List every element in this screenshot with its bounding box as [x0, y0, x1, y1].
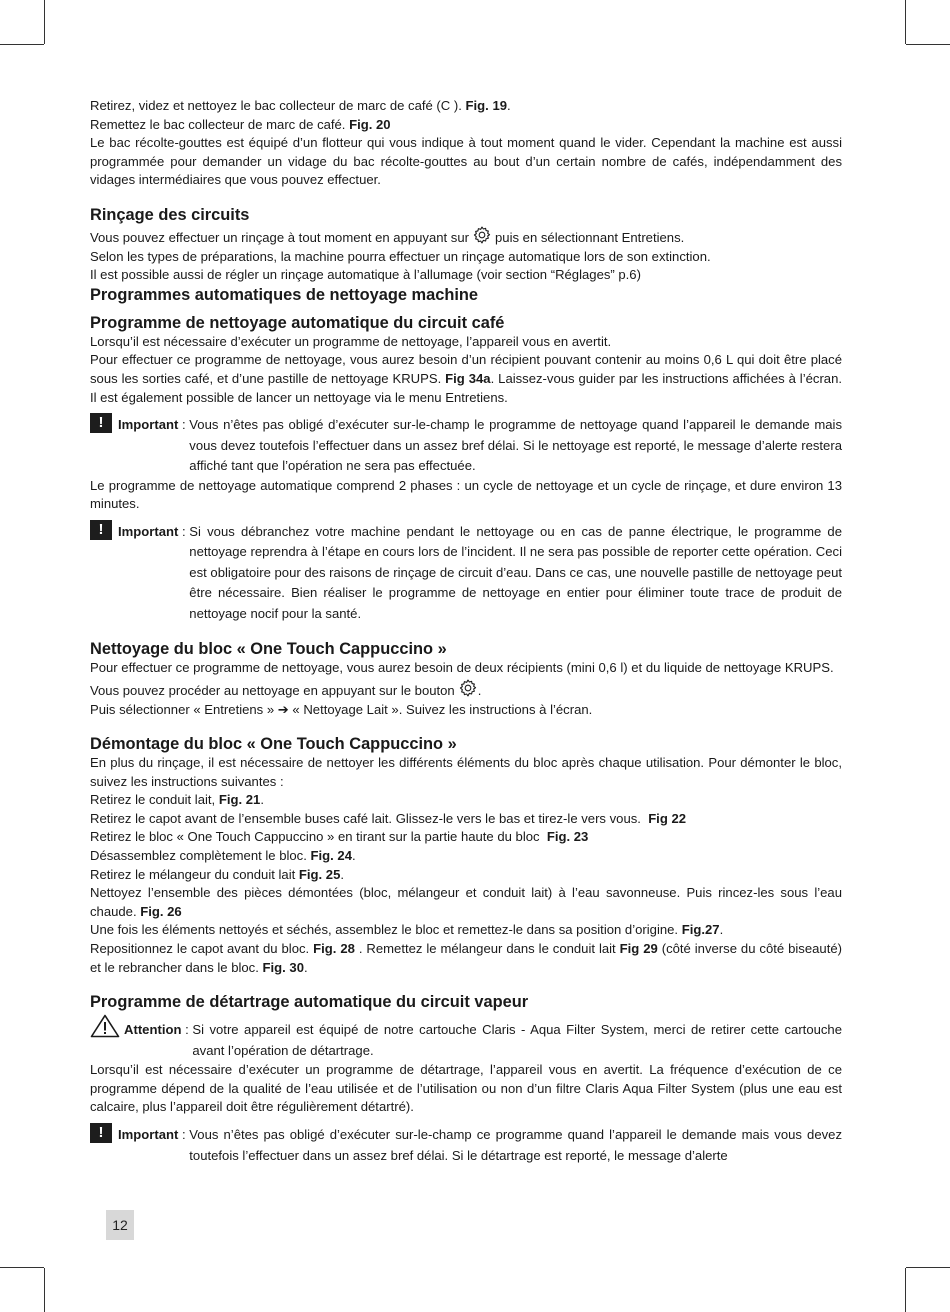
crop-mark — [906, 1267, 950, 1268]
note-text: Vous n’êtes pas obligé d’exécuter sur-le-champ ce programme quand l’appareil le demande mais vous devez toutefois l’effectuer dans un assez bref délai. Si le détartrage est reporté, le message d’alerte — [189, 1127, 842, 1163]
note-text: Si vous débranchez votre machine pendant le nettoyage ou en cas de panne électrique, le programme de nettoyage reprendra à l’étape en cours lors de l’incident. Il ne sera pas possible de reporter cette opération. Ceci est obligatoire pour des raisons de rinçage de circuit d’eau. Dans ce cas, une nouvelle pastille de nettoyage peut être nécessaire. Bien réaliser le programme de nettoyage en entier pour éliminer toute trace de produit de nettoyage nocif pour la santé. — [189, 523, 842, 621]
important-note: ! Important : Vous n’êtes pas obligé d’exécuter sur-le-champ le programme de nettoyage quand l’appareil le demande mais vous devez toutefois l’effectuer dans un assez bref délai. Si le nettoyage est reporté, le message d’alerte restera affiché tant que l’opération ne sera pas effectuée. — [90, 415, 842, 477]
crop-mark — [906, 44, 950, 45]
crop-mark — [0, 44, 44, 45]
paragraph: Pour effectuer ce programme de nettoyage, vous aurez besoin d’un récipient pouvant contenir au moins 0,6 L qui doit être placé sous les sorties café, et d’une pastille de nettoyage KRUPS. Fig 34a. Laissez-vous guider par les instructions affichées à l’écran. Il est également possible de lancer un nettoyage via le menu Entretiens. — [90, 352, 843, 405]
gear-icon — [458, 678, 478, 698]
section-title-detartrage: Programme de détartrage automatique du circuit vapeur — [90, 993, 529, 1012]
gear-icon — [472, 225, 492, 245]
step-line: Retirez le mélangeur du conduit lait Fig. 25. — [90, 866, 345, 882]
paragraph: Il est possible aussi de régler un rinçage automatique à l’allumage (voir section “Réglages” p.6) — [90, 267, 641, 283]
warning-icon: ! — [90, 413, 112, 433]
note-label: Important — [118, 1127, 179, 1142]
warning-icon: ! — [90, 520, 112, 540]
attention-note: Attention : Si votre appareil est équipé de notre cartouche Claris - Aqua Filter System, merci de retirer cette cartouche avant l’opération de détartrage. — [90, 1020, 842, 1061]
warning-icon: ! — [90, 1123, 112, 1143]
crop-mark — [905, 1268, 906, 1312]
intro-paragraph: Le bac récolte-gouttes est équipé d’un flotteur qui vous indique à tout moment quand le vider. Cependant la machine est aussi programmée pour demander un vidage du bac récolte-gouttes au bout d’un certain nombre de cafés, indépendamment des vidages intermédiaires que vous pouvez effectuer. — [90, 135, 842, 188]
crop-mark — [0, 1267, 44, 1268]
step-line: Repositionnez le capot avant du bloc. Fig. 28 . Remettez le mélangeur dans le conduit lait Fig 29 (côté inverse du côté biseauté) et le rebrancher dans le bloc. Fig. 30. — [90, 941, 842, 975]
note-label: Important — [118, 523, 179, 539]
note-label: Important — [118, 417, 179, 433]
step-line: Une fois les éléments nettoyés et séchés, assemblez le bloc et remettez-le dans sa position d’origine. Fig.27. — [90, 922, 724, 938]
page-number: 12 — [106, 1210, 134, 1240]
crop-mark — [44, 0, 45, 44]
paragraph: Puis sélectionner « Entretiens » ➔ « Nettoyage Lait ». Suivez les instructions à l’écran. — [90, 701, 593, 717]
paragraph: Le programme de nettoyage automatique comprend 2 phases : un cycle de nettoyage et un cycle de rinçage, et dure environ 13 minutes. — [90, 477, 842, 512]
crop-mark — [905, 0, 906, 44]
paragraph: Vous pouvez effectuer un rinçage à tout moment en appuyant sur puis en sélectionnant Entretiens. — [90, 225, 842, 248]
note-text: Vous n’êtes pas obligé d’exécuter sur-le-champ le programme de nettoyage quand l’appareil le demande mais vous devez toutefois l’effectuer dans un assez bref délai. Si le nettoyage est reporté, le message d’alerte restera affiché tant que l’opération ne sera pas effectuée. — [189, 417, 842, 474]
step-line: Retirez le conduit lait, Fig. 21. — [90, 792, 264, 808]
intro-paragraph: Remettez le bac collecteur de marc de café. Fig. 20 — [90, 116, 391, 132]
section-title-nettoyage-cafe: Programme de nettoyage automatique du circuit café — [90, 313, 505, 332]
section-title-nettoyage-bloc: Nettoyage du bloc « One Touch Cappuccino » — [90, 640, 447, 659]
arrow-right-icon: ➔ — [277, 701, 289, 717]
paragraph: Pour effectuer ce programme de nettoyage, vous aurez besoin de deux récipients (mini 0,6 l) et du liquide de nettoyage KRUPS. — [90, 660, 834, 676]
paragraph: Lorsqu’il est nécessaire d’exécuter un programme de nettoyage, l’appareil vous en avertit. — [90, 333, 612, 349]
step-line: Retirez le capot avant de l’ensemble buses café lait. Glissez-le vers le bas et tirez-le vers vous. Fig 22 — [90, 810, 687, 826]
note-label: Attention — [124, 1022, 182, 1038]
paragraph: Selon les types de préparations, la machine pourra effectuer un rinçage automatique lors de son extinction. — [90, 248, 711, 264]
paragraph: En plus du rinçage, il est nécessaire de nettoyer les différents éléments du bloc après chaque utilisation. Pour démonter le bloc, suivez les instructions suivantes : — [90, 755, 842, 789]
page-content — [90, 97, 842, 1166]
note-text: Si votre appareil est équipé de notre cartouche Claris - Aqua Filter System, merci de retirer cette cartouche avant l’opération de détartrage. — [192, 1022, 842, 1058]
important-note: ! Important : Si vous débranchez votre machine pendant le nettoyage ou en cas de panne électrique, le programme de nettoyage reprendra à l’étape en cours lors de l’incident. Il ne sera pas possible de reporter cette opération. Ceci est obligatoire pour des raisons de rinçage de circuit d’eau. Dans ce cas, une nouvelle pastille de nettoyage peut être nécessaire. Bien réaliser le programme de nettoyage en entier pour éliminer toute trace de produit de nettoyage nocif pour la santé. — [90, 522, 842, 625]
important-note: ! Important : Vous n’êtes pas obligé d’exécuter sur-le-champ ce programme quand l’appareil le demande mais vous devez toutefois l’effectuer dans un assez bref délai. Si le détartrage est reporté, le message d’alerte — [90, 1125, 842, 1166]
paragraph: Vous pouvez procéder au nettoyage en appuyant sur le bouton . — [90, 678, 842, 701]
section-title-demontage: Démontage du bloc « One Touch Cappuccino » — [90, 735, 457, 754]
step-line: Désassemblez complètement le bloc. Fig. 24. — [90, 848, 356, 864]
step-line: Nettoyez l’ensemble des pièces démontées (bloc, mélangeur et conduit lait) à l’eau savonneuse. Puis rincez-les sous l’eau chaude. Fig. 26 — [90, 885, 842, 919]
step-line: Retirez le bloc « One Touch Cappuccino » en tirant sur la partie haute du bloc Fig. 23 — [90, 829, 589, 845]
intro-paragraph: Retirez, videz et nettoyez le bac collecteur de marc de café (C ). Fig. 19. — [90, 98, 511, 113]
section-title-rincage: Rinçage des circuits — [90, 205, 250, 224]
warning-triangle-icon — [90, 1014, 120, 1038]
section-title-programmes: Programmes automatiques de nettoyage machine — [90, 285, 479, 304]
paragraph: Lorsqu’il est nécessaire d’exécuter un programme de détartrage, l’appareil vous en avertit. La fréquence d’exécution de ce programme dépend de la qualité de l’eau utilisée et de l’utilisation ou non d’un filtre Claris Aqua Filter System (plus une eau est calcaire, plus l’appareil doit être régulièrement détartré). — [90, 1062, 842, 1115]
crop-mark — [44, 1268, 45, 1312]
